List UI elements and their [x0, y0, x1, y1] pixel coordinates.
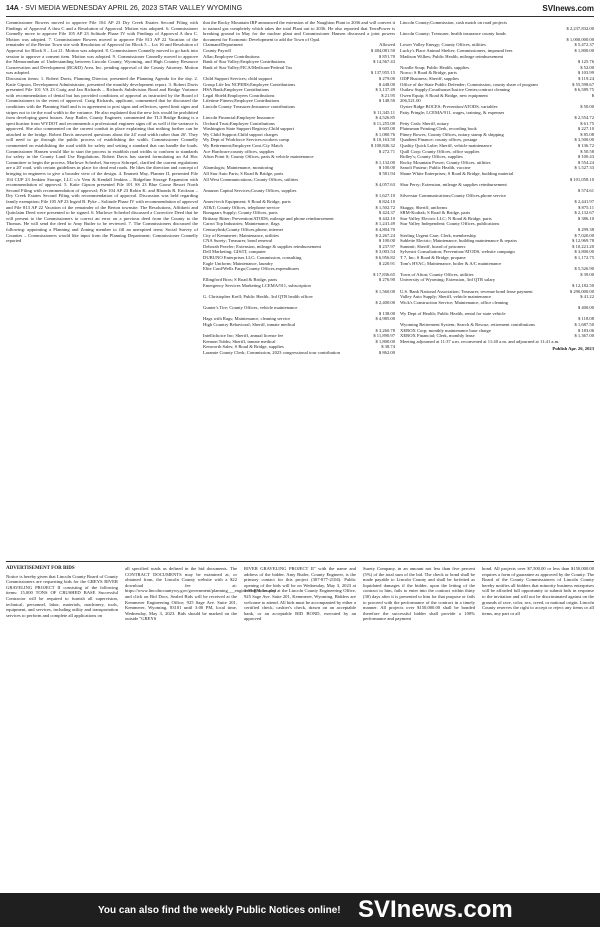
publish-date: Publish Apr. 26, 2023: [552, 346, 594, 352]
claim-claimant: Town of Afton; County Offices, utilities: [400, 271, 474, 277]
bids-text: bond. All projects over $7,500.00 or less than $150,000.00 requires a form of guarantee as approved by the County. The Board of the County Commissioners of Lincoln County hereby notifies all bidders that minority business enterprises will be afforded full opportunity to submit bids in response to the invitation and will not be discriminated against on the grounds of race, color, sex, creed, or national origin. Lincoln County reserves the right to accept or reject any items or all items, any part or all: [482, 566, 594, 616]
bids-text: Notice is hereby given that Lincoln County Board of County Commissioners are requesting bids for the GREYS RIVER GRAVELING PROJECT II consisting of the following items: 15,000 TONS OF CRUSHED BASE Successful Contractor will be required to furnish all supervision, technical, personnel, labor, materials, machinery, tools, equipment, and services, including utility and transportation services to perform and complete all applications on: [6, 573, 118, 618]
claim-claimant: Patty Pringle; LCEMA/911, wages, training, & expenses: [400, 109, 505, 115]
claim-amount: $ 61.75: [580, 120, 594, 126]
claim-claimant: Pitney Bowes; County Offices, notary stamp & shipping: [400, 131, 504, 137]
claim-amount: $ 1,000,000.00: [566, 36, 594, 42]
claim-amount: $ 605.00: [378, 126, 395, 132]
claim-claimant: Eagle Uniform; Maintenance, laundry: [203, 260, 273, 266]
claim-claimant: U.S. Bank National Association; Treasurer, revenue bond lease payment: [400, 288, 533, 294]
claim-amount: $ 55,598.67: [572, 81, 594, 87]
claim-claimant: Hags with Rags; Maintenance, cleaning service: [203, 316, 291, 322]
claim-amount: $ 125.76: [577, 59, 594, 65]
claim-claimant: Gunter's Tire; County Offices, vehicle maintenance: [203, 305, 298, 311]
claim-amount: $ 103.99: [577, 70, 594, 76]
claim-claimant: XEROX Corp; monthly maintenance base charge: [400, 327, 491, 333]
claim-claimant: Wyoming Retirement System; Search & Rescue, retirement contributions: [400, 322, 535, 328]
claim-claimant: Wick's Construction Service; Maintenance, office cleaning: [400, 299, 508, 305]
claim-claimant: Valley Auto Supply; Sheriff, vehicle maintenance: [400, 294, 492, 300]
claim-claimant: Ace Hardware;county offices, supplies: [203, 148, 275, 154]
claim-amount: $ 21.95: [381, 92, 395, 98]
banner-site-link[interactable]: SVInews.com: [358, 896, 513, 923]
claim-amount: $ 220.91: [378, 260, 395, 266]
page-header: [6, 3, 594, 15]
claim-claimant: Sanofi Pasteur; Public Health, vaccine: [400, 165, 471, 171]
claim-amount: $ 400.00: [577, 305, 594, 311]
claim-claimant: Orchard Trust;Employee Contributions: [203, 120, 275, 126]
claim-amount: $ 272.71: [378, 148, 395, 154]
claim-amount: $: [591, 92, 594, 98]
section-divider: [6, 561, 594, 562]
claim-amount: $ 118.08: [578, 316, 594, 322]
claim-amount: $ 581.94: [378, 171, 395, 177]
claim-claimant: SRM-Kodiak; S Road & Bridge, parts: [400, 210, 471, 216]
claim-amount: $ 1,172.75: [574, 254, 594, 260]
claim-claimant: 206,521.00: [400, 98, 421, 104]
claim-amount: $ 3,500.00: [574, 137, 594, 143]
claims-list-col2: [203, 48, 395, 356]
claim-amount: $ 5,526.90: [574, 266, 594, 272]
claim-claimant: Norco; S Road & Bridge, parts: [400, 70, 457, 76]
claim-amount: $ 41.22: [580, 294, 594, 300]
banner-text: You can also find the weekly Public Notices online!: [98, 905, 341, 916]
claim-claimant: Elite Card/Wells Fargo;County Offices,expenditures: [203, 266, 300, 272]
claim-claimant: Noodle Soup; Public Health, supplies: [400, 64, 470, 70]
claim-claimant: Office of the State Public Defender; Commission, county share of program: [400, 81, 538, 87]
claim-claimant: Quill Corp; County Offices, office supplies: [400, 148, 480, 154]
claim-claimant: City of Kemmerer; Maintenance, utilities: [203, 232, 279, 238]
claim-amount: $ 424.37: [378, 210, 395, 216]
claim-amount: $ 11,255.00: [373, 120, 395, 126]
claim-claimant: Lifetime Fitness;Employee Contributions: [203, 98, 280, 104]
claim-claimant: Plainsman Printing;Clerk, recording book: [400, 126, 477, 132]
claim-claimant: DUBUNO Enterprises LLC; Commission, consulting: [203, 254, 302, 260]
claim-claimant: Afton Point S; County Offices, parts & vehicle maintenance: [203, 154, 314, 160]
claim-claimant: Skaggs; Sheriff, uniforms: [400, 204, 448, 210]
claim-claimant: Bank of Star Valley;FICA/Medicare/Federal Tax: [203, 64, 293, 70]
claim-amount: $ 148.50: [378, 98, 395, 104]
claim-claimant: Silverstar Communications;County Offices,phone service: [400, 193, 507, 199]
claim-amount: $ 50.00: [580, 103, 594, 109]
claim-amount: $ 1,367.00: [574, 333, 594, 339]
bids-title: ADVERTISEMENT FOR BIDS: [6, 566, 75, 571]
claim-amount: $ 3,137.49: [375, 87, 395, 93]
bids-column-3: [244, 566, 356, 888]
claim-claimant: Centurylink;County Offices,phone, internet: [203, 226, 284, 232]
footer-banner: [0, 893, 600, 927]
claim-row: [203, 350, 395, 356]
claim-amount: $ 1,800.00: [375, 338, 395, 344]
claim-amount: $ 227.10: [577, 126, 594, 132]
claim-amount: $ 39.00: [580, 271, 594, 277]
claims-header-claimant: Claimant/Department: [203, 42, 243, 48]
claim-claimant: Rocky Mountain Power; County Offices, utilities: [400, 159, 491, 165]
claim-claimant: Wy Child Support;Child support charges: [203, 131, 278, 137]
claim-amount: $ 484,081.50: [370, 47, 395, 53]
claim-amount: $ 119.24: [578, 75, 594, 81]
claim-amount: $ 100.43: [577, 154, 594, 160]
claim-amount: $ 4,804.70: [375, 226, 395, 232]
claim-claimant: Lower Valley Energy; County Offices, utilities: [400, 42, 486, 48]
claim-amount: $ 290,000.00: [569, 288, 594, 294]
claim-amount: $ 14,567.43: [373, 59, 395, 65]
claim-amount: $ 1,627.10: [375, 193, 395, 199]
claim-amount: $ 136.72: [577, 143, 594, 149]
claim-amount: $ 10,163.50: [373, 137, 395, 143]
claim-claimant: All Star Auto Parts; S Road & Bridge, parts: [203, 171, 284, 177]
claim-amount: $ 11,345.11: [373, 109, 395, 115]
claim-amount: $ 299.38: [577, 226, 594, 232]
claim-claimant: Ridley's; County Offices, supplies: [400, 154, 463, 160]
page-number: 14A: [6, 5, 19, 12]
claim-claimant: T 7, Inc; S Road & Bridge, propane: [400, 254, 466, 260]
claim-amount: $ 183.06: [577, 327, 594, 333]
claim-claimant: Intellichoice Inc; Sheriff, annual license fee: [203, 333, 284, 339]
claim-claimant: Kennon Tubbs; Sheriff, inmate medical: [203, 338, 276, 344]
claim-amount: $ 1,800.00: [574, 47, 594, 53]
minutes-intro: that the Rocky Mountain IRP announced the extension of the Naughton Plant to 2036 and will convert it to natural gas completely which takes the total Plant out to 2036. He also reported that TerraPower is breaking ground in May for the nuclear plant and Commissioner Hansen discussed a joint powers document for Economic Development to add the Town of Opal.: [203, 20, 395, 42]
claim-claimant: Ellingford Bros; S Road & Bridge, parts: [203, 277, 278, 283]
claim-claimant: All West Communications; County Offices, utilities: [203, 176, 299, 182]
claim-claimant: Sylvestri Consultation; Prevention/ATODS, website campaign: [400, 249, 515, 255]
claim-amount: $ 4,057.63: [375, 182, 395, 188]
claim-amount: $ 101,058.10: [569, 176, 594, 182]
header-site[interactable]: SVInews.com: [542, 4, 594, 13]
claim-claimant: Bank of Star Valley;Employee Contributions: [203, 59, 286, 65]
claim-amount: $ 4,985.00: [375, 316, 395, 322]
claim-claimant: Madison Wilkes; Public Health, mileage reimbursement: [400, 53, 504, 59]
claim-amount: $ 6,589.75: [574, 87, 594, 93]
claim-claimant: Emergency Services Marketing LCEMA/911, subscription: [203, 282, 311, 288]
claim-claimant: Sterling Urgent Care; Clerk, membership: [400, 232, 476, 238]
header-dateline: [6, 3, 242, 15]
minutes-column-2: [203, 20, 395, 550]
claim-claimant: Alarmlogix; Maintenance, monitoring: [203, 165, 274, 171]
claim-claimant: Bomgaars Supply; County Offices, parts: [203, 210, 278, 216]
minutes-column-1: [6, 20, 198, 550]
bids-text: RIVER GRAVELING PROJECT II" with the name and address of the bidder. Amy Butler, County Engineer, is the primary contact for this project (307-877-2104). Public opening of the bids will be on Wednesday, May 3, 2023 at 3:00 PM, located at the Lincoln County Engineering Office, 925 Sage Ave. Suite 201, Kemmerer, Wyoming. Bidders are welcome to attend. All bids must be accompanied by either a certified check, cashier's check, drawn on an acceptable bank, or an acceptable BID BOND, executed by an approved: [244, 566, 356, 622]
claim-amount: $ 11,890.97: [373, 333, 395, 339]
claim-amount: $ 1,527.33: [574, 165, 594, 171]
claim-claimant: Star Valley Electric LLC; N Road & Bridge, parts: [400, 215, 492, 221]
claim-claimant: Child Support Services; child support: [203, 75, 273, 81]
claim-claimant: Star Valley Independent; County Offices, publications: [400, 221, 500, 227]
claim-amount: $ 85.08: [580, 131, 594, 137]
header-edition: - SVI MEDIA WEDNESDAY APRIL 26, 2023 STAR VALLEY WYOMING: [20, 5, 243, 12]
claim-claimant: Owen Equip; S Road & Bridge, new equipment: [400, 92, 488, 98]
claim-amount: $ 2,400.00: [375, 299, 395, 305]
claim-claimant: Lincoln County; Treasurer, health insurance county funds: [400, 31, 506, 37]
claim-claimant: Tom's HVAC; Maintenance, boiler & A/C maintenance: [400, 260, 502, 266]
claim-claimant: Quality Quick Lube; Sheriff, vehicle maintenance: [400, 143, 492, 149]
claim-amount: $ 276.90: [378, 277, 395, 283]
claim-amount: $ 10,221.20: [572, 243, 594, 249]
claims-list-col3: [400, 20, 594, 339]
bids-column-1: [6, 566, 118, 888]
bids-column-2: [125, 566, 276, 888]
bids-text: Surety Company, in an amount not less than five percent (5%) of the total sum of the bid. The check or bond shall be made payable to Lincoln County and shall be forfeited as liquidated damages if the bidder, upon the letting of the contract to him, fails to enter into the contract within thirty (30) days after it is presented to him for that purpose or fails to proceed with the performance of the contract in a timely manner. All projects over $150,000.00 shall be bonded therefore the successful bidder shall provide a 100% performance and payment: [363, 566, 475, 622]
claim-amount: $ 279.00: [378, 75, 395, 81]
claim-amount: $ 386.10: [577, 215, 594, 221]
claim-claimant: Lincoln County Treasurer;Insurance contributions: [203, 103, 295, 109]
claim-amount: $ 1,560.00: [375, 288, 395, 294]
claim-claimant: Brittany Ritter; Prevention/ATODS, mileage and phone reimbursement: [203, 215, 334, 221]
claim-amount: $ 2,237,832.00: [566, 25, 594, 31]
claim-amount: $ 824.10: [378, 199, 395, 204]
claim-claimant: Outlaw Supply;Courthouse/Justice Center,contract cleaning: [400, 87, 510, 93]
claim-claimant: High Country Behavioral; Sheriff, inmate medical: [203, 322, 296, 328]
claim-amount: $ 17,836.65: [373, 271, 395, 277]
claim-amount: $ 875.11: [578, 204, 594, 210]
claim-amount: $ 574.61: [577, 187, 594, 193]
claim-claimant: Carrot Top Industries; Maintenance, flags: [203, 221, 280, 227]
claim-amount: $ 100.00: [378, 165, 395, 171]
claim-claimant: AT&T; County Offices, telephone service: [203, 204, 280, 210]
claim-amount: $ 237.97: [378, 243, 395, 249]
claim-claimant: Dell Marketing; GIS/IT, computer: [203, 249, 266, 255]
bids-column-5: [482, 566, 594, 888]
claim-amount: $ 100.00: [378, 238, 395, 244]
claim-amount: $ 50.58: [580, 148, 594, 154]
claim-claimant: Shar Perry; Extension, mileage & supplies reimbursement: [400, 182, 507, 188]
claim-amount: $ 5,472.37: [574, 42, 594, 48]
claim-claimant: Kenworth Sales; S Road & Bridge, supplies: [203, 344, 284, 350]
minutes-paragraph: Discussion items: 1. Robert Davis, Planning Director, presented the Planning Agenda for the day. 2. Katie Gipson, Development Administrator, presented the monthly development report. 3. Robert Davis presented File 101 VA 23 Craig and Jan Richards – Richards Subdivision Road and Bridge Variance with recommendation of denial but has provided conditions of approval as instructed by the Board of Commissioners in the event of approval. Craig Richards, applicant, commented that he discussed the conditions with the Planning Staff and is in agreement to post signs and reflectors, speed limit signs and stripes not to tie the road width to the variance. He also explained that the new lots would be prohibited from developing guest houses. Amy Butler, County Engineer, commented the TL3 Bridge Rating is a specification from WYDOT and recommends a professional engineer signs off as well if the variance is approved. She also commented on the current conduit in place explaining that nothing further can be attached to the bridge. Robert Davis answered questions about the 24' road width rather than 26'. They will need to go through the public process of establishing the width. Commissioner Connelly commented on establishing the road width for safety and setting a standard that can handle the loads. Commissioner Hansen would like to start the process to establish road widths to conform to standards for safety in the County Land Use Regulations. Robert Davis has started formulating an Ad Hoc Committee to begin the process. Marlowe Scherbel, Surveyor Schrepel, clarified the current regulations are a 20' road, with certain guidelines in place for dead end roads. He likes the direction and concept of bringing in engineers to give a broader view of the design. 4. Emmett May, Planner II, presented File 104 CUP 23 Jenkins Storage, LLC c/o Vern & Kendall Jenkins – Ridgeline Storage Expansion with recommendation of approval. 5. Katie Gipson presented File 101 SS 23 Blue Goose Resort North Second Filing with recommendation of approval; File 104 AP 23 Robin K. and Rhonda R. Erickson – Dry Creek Estates Second Filing with recommendation of approval. Discussion was held regarding family exemption; File 105 AP 23 Ingrid B. Pyke – Solitude Phase IV with recommendation of approval and File 813 AP 22 Vacation of the remainder of the Berton townsite. The Resolutions, Affidavit and Quitclaim Deed were presented to be signed. 6. Marlowe Scherbel discussed a Corrective Deed that he will present to the Commissioners to correct an error on a previous deed from the County to the Thomas. He will send the deed to Amy Butler to be reviewed. 7. The Commissioners discussed the following: appointing a Planning and Zoning member to fill an unexpired term; Social Survey of Counties – Commissioners would like input from the Planning Department; Commissioner Connelly reported: [6, 75, 198, 244]
claim-amount: $ 442.10: [378, 215, 395, 221]
claim-amount: $ 3,260.78: [375, 327, 395, 333]
claim-claimant: Laramie County Clerk; Commission, 2023 congressional tour contribution: [203, 350, 341, 356]
claim-amount: $ 1,080.76: [375, 131, 395, 137]
claim-amount: $ 2,554.72: [574, 115, 594, 121]
claim-amount: $ 138.00: [378, 310, 395, 316]
claim-amount: $ 1,241.49: [375, 221, 395, 227]
claim-amount: $ 38.74: [381, 344, 395, 350]
claim-amount: $ 1,132.00: [375, 159, 395, 165]
claim-claimant: Ameri-tech Equipment; S Road & Bridge, parts: [203, 199, 291, 204]
claim-amount: $ 100,846.32: [370, 143, 395, 149]
claim-amount: $ 1,502.72: [375, 204, 395, 210]
claim-claimant: County Payroll: [203, 47, 231, 53]
claim-amount: $ 554.24: [577, 159, 594, 165]
claim-amount: $ 4,526.85: [375, 115, 395, 121]
claim-claimant: HSA Bank;Employee Contributions: [203, 87, 270, 93]
claim-amount: $ 2,267.24: [375, 232, 395, 238]
claim-claimant: Lincoln Financial;Employee Insurance: [203, 115, 275, 121]
claim-claimant: Wy Retirement;Employee Cont./Cty Match: [203, 143, 283, 149]
claim-claimant: Washington State Support Registry;Child support: [203, 126, 294, 132]
claim-amount: $ 7,020.00: [574, 232, 594, 238]
bids-text: all specified roads as defined in the bid documents. The CONTRACT DOCUMENTS may be examined at, or obtained from, the Lincoln County website with a $22 download fee at: https://www.lincolncountywy.gov/government/planning___engineering/index.php and click on Bid Docs. Sealed Bids will be received at the Kemmerer Engineering Office; 925 Sage Ave. Suite 201, Kemmerer, Wyoming, 83101 until 3:00 PM, local time, Wednesday, May 3, 2023. Bids should be marked on the outside "GREYS: [125, 566, 276, 622]
claim-claimant: Deborah Peavler; Extension, mileage & supplies reimbursement: [203, 243, 322, 249]
claim-amount: $ 12,969.78: [572, 238, 594, 244]
claim-amount: $ 12,182.50: [572, 282, 594, 288]
claim-amount: $ 862.00: [378, 350, 395, 356]
claim-claimant: Wy Dept of Workforce Services;workers comp: [203, 137, 290, 143]
claim-claimant: Legal Shield;Employees Contributions: [203, 92, 275, 98]
claim-claimant: Lucky's Place Animal Shelter; Commissioners, impound fees: [400, 47, 513, 53]
bids-column-4: [363, 566, 475, 888]
claim-amount: $ 2,132.67: [574, 210, 594, 216]
claim-claimant: XEROX Financial; Clerk, monthly lease: [400, 333, 475, 339]
claim-amount: $ 137,955.15: [370, 70, 395, 76]
claim-claimant: Amazon Capital Services;County Offices, supplies: [203, 187, 297, 193]
claims-header-allowed: Allowed: [379, 42, 395, 48]
claim-claimant: University of Wyoming; Extension, 3rd QTR salary: [400, 277, 496, 283]
claim-claimant: Lincoln County;Commission, cash match on road projects: [400, 20, 508, 25]
claim-claimant: Shane White Enterprises; S Road & Bridge, building material: [400, 171, 514, 177]
claim-amount: $ 2,441.97: [574, 199, 594, 204]
claim-claimant: Quadient Finance; county offices, postage: [400, 137, 478, 143]
claim-amount: $ 3,003.54: [375, 249, 395, 255]
header-rule: [6, 16, 594, 17]
claim-claimant: G. Christopher Krell; Public Health, 3rd QTR health officer: [203, 294, 313, 300]
claim-claimant: Sublette Electric; Maintenance, building maintenance & repairs: [400, 238, 517, 244]
claim-claimant: Petty Cash; Sheriff, notary: [400, 120, 449, 126]
claim-claimant: CNA Surety; Treasurer, bond renewal: [203, 238, 273, 244]
claim-claimant: Wy Dept of Health; Public Health, rental for state vehicle: [400, 310, 506, 316]
claim-claimant: Group Life Ins NCPERS;Employee Contributions: [203, 81, 296, 87]
claim-amount: $ 6,956.82: [375, 254, 395, 260]
minutes-column-3: [400, 20, 594, 550]
claim-claimant: Aflac;Employee Contributions: [203, 53, 260, 59]
claim-amount: $ 3,800.00: [574, 249, 594, 255]
claim-amount: $ 1,687.50: [574, 322, 594, 328]
claim-claimant: Summit; Sheriff, board of prisoners: [400, 243, 466, 249]
claim-claimant: ODP Business; Sheriff, supplies: [400, 75, 459, 81]
minutes-closing: Meeting adjourned at 11:37 a.m. reconvened at 11:40 a.m. and adjourned at 11:41 a.m.: [400, 338, 560, 344]
claim-claimant: Oyster Ridge BOCES; Prevention/ATODS, variables: [400, 103, 498, 109]
claim-amount: $ 851.70: [378, 53, 395, 59]
claim-amount: $ 448.00: [378, 81, 395, 87]
minutes-paragraph: Commissioner Bowers moved to approve File 104 AP 23 Dry Creek Estates Second Filing with Findings of Approval A thru C and a Resolution of Approval. Motion was adopted. 6. Commissioner Connelly move to approve File 105 AP 23 Solitude Phase IV with Findings of Approval A thru C. Motion was adopted. 7. Commissioner Bowers moved to approve File 813 AP 22 Vacation of the remainder of the Berton Town site with Resolution of Approval for Block 5 – Lot 16 and Resolution of Approval for Block 8 – Lot 21. Motion was adopted. 8. Commissioner Connelly moved to go back into session to approve a consent item. Motion was adopted. 9. Commissioner Connelly moved to approve the Memorandum of Understanding between Lincoln County, Wyoming, and High Country Resource Conservation and Development (RC&D) Area, Inc. pending approval of the County Attorney. Motion was adopted.: [6, 20, 198, 76]
claim-amount: $ 52.00: [580, 64, 594, 70]
